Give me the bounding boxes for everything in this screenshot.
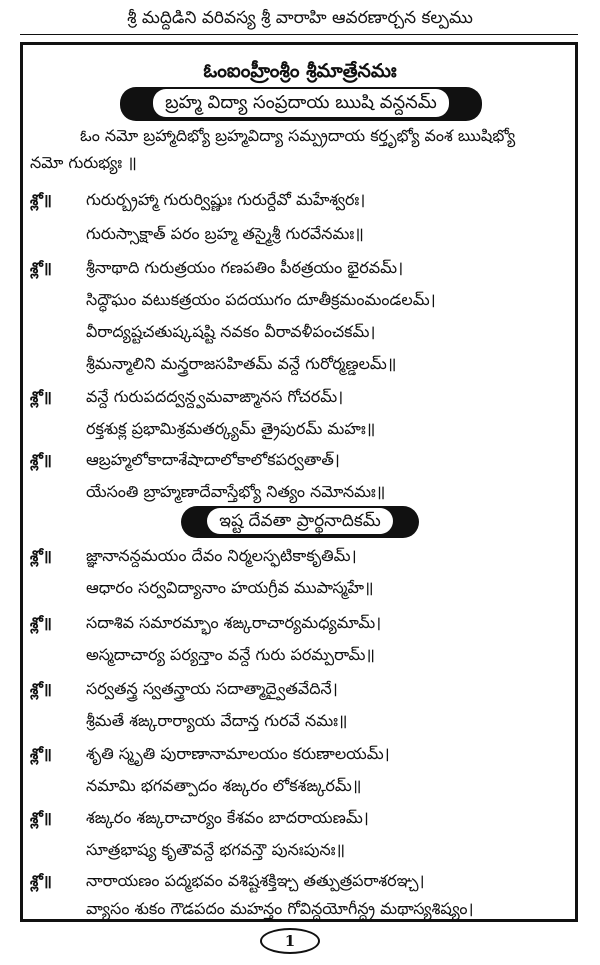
intro-line: ఓం నమో బ్రహ్మాదిభ్యో బ్రహ్మవిద్యా సమ్ప్రదాయ కర్తృభ్యో వంశ ఋషిభ్యో — [80, 126, 516, 145]
shloka-mark: శ్లో॥ — [30, 547, 52, 565]
verse-line: సిద్ధౌఘం వటుకత్రయం పదయుగం దూతీక్రమంమండలమ్। — [86, 290, 436, 309]
verse-line: శ్రీమతే శఙ్కరార్యాయ వేదాన్త గురవే నమః॥ — [86, 711, 348, 730]
verse-line: శ్రీమన్మాలిని మన్త్రరాజసహితమ్ వన్దే గురోర్మణ్డలమ్॥ — [86, 354, 397, 373]
verse-line: గురుస్సాక్షాత్ పరం బ్రహ్మ తస్మైశ్రీ గురవేనమః॥ — [86, 224, 364, 243]
running-header: శ్రీ మద్దిడిని వరివస్య శ్రీ వారాహి ఆవరణార్చన కల్పము — [127, 8, 473, 28]
verse-line: ఆధారం సర్వవిద్యానాం హయగ్రీవ ముపాస్మహే॥ — [86, 578, 374, 597]
shloka-mark: శ్లో॥ — [30, 872, 52, 890]
page-number: 1 — [260, 928, 320, 954]
verse-line: శఙ్కరం శఙ్కరాచార్యం కేశవం బాదరాయణమ్। — [86, 808, 369, 827]
verse-line: గురుర్బ్రహ్మా గురుర్విష్ణుః గురుర్దేవో మహేశ్వరః। — [86, 190, 366, 209]
verse-line: సూత్రభాష్య కృతౌవన్దే భగవన్తౌ పునఃపునః॥ — [86, 840, 346, 859]
shloka-mark: శ్లో॥ — [30, 680, 52, 698]
section-title-rishi-vandanam — [120, 87, 482, 121]
shloka-mark: శ్లో॥ — [30, 259, 52, 277]
verse-line: అస్మదాచార్య పర్యన్తాం వన్దే గురు పరమ్పరామ్॥ — [86, 645, 376, 664]
shloka-mark: శ్లో॥ — [30, 451, 52, 469]
shloka-mark: శ్లో॥ — [30, 745, 52, 763]
verse-line: యేసంతి బ్రాహ్మణాదేవాస్తేభ్యో నిత్యం నమోనమః॥ — [86, 482, 386, 501]
verse-line: సదాశివ సమారమ్భాం శఙ్కరాచార్యమధ్యమామ్। — [86, 613, 382, 632]
verse-line: వీరాద్యష్టచతుష్కషష్టి నవకం వీరావళీపంచకమ్। — [86, 322, 376, 341]
shloka-mark: శ్లో॥ — [30, 388, 52, 406]
verse-line: వన్దే గురుపదద్వన్ద్వమవాఙ్మానస గోచరమ్। — [86, 387, 344, 406]
verse-line: శ్రీనాథాది గురుత్రయం గణపతిం పీఠత్రయం భైరవమ్। — [86, 258, 404, 277]
shloka-mark: శ్లో॥ — [30, 191, 52, 209]
verse-line: నమామి భగవత్పాదం శఙ్కరం లోకశఙ్కరమ్॥ — [86, 776, 362, 795]
verse-line: రక్తశుక్ల ప్రభామిశ్రమతర్క్యమ్ త్రైపురమ్ మహః॥ — [86, 419, 376, 438]
intro-line: నమో గురుభ్యః ॥ — [30, 153, 137, 172]
verse-line: సర్వతన్త్ర స్వతన్త్రాయ సదాత్మాద్వైతవేదినే। — [86, 679, 338, 698]
invocation-title: ఓంఐంహ్రీంశ్రీం శ్రీమాత్రేనమః — [203, 60, 397, 82]
verse-line: జ్ఞానానన్దమయం దేవం నిర్మలస్ఫటికాకృతిమ్। — [86, 546, 357, 565]
verse-line: శృతి స్మృతి పురాణానామాలయం కరుణాలయమ్। — [86, 744, 390, 763]
section-title-text: ఇష్ట దేవతా ప్రార్థనాదికమ్ — [207, 508, 392, 534]
verse-line: నారాయణం పద్మభవం వశిష్టశక్తిఞ్చ తత్పుత్రపరాశరఞ్చ। — [86, 871, 425, 890]
section-title-ishta-devata — [181, 506, 419, 538]
verse-line: ఆబ్రహ్మలోకాదాశేషాదాలోకాలోకపర్వతాత్। — [86, 450, 340, 469]
section-title-text: బ్రహ్మ విద్యా సంప్రదాయ ఋషి వన్దనమ్ — [153, 89, 449, 117]
shloka-mark: శ్లో॥ — [30, 614, 52, 632]
verse-line: వ్యాసం శుకం గౌడపదం మహన్తం గోవిన్దయోగీన్ద్ర మథాస్యశిష్యం। — [86, 899, 474, 918]
header-rule — [20, 34, 578, 35]
shloka-mark: శ్లో॥ — [30, 809, 52, 827]
